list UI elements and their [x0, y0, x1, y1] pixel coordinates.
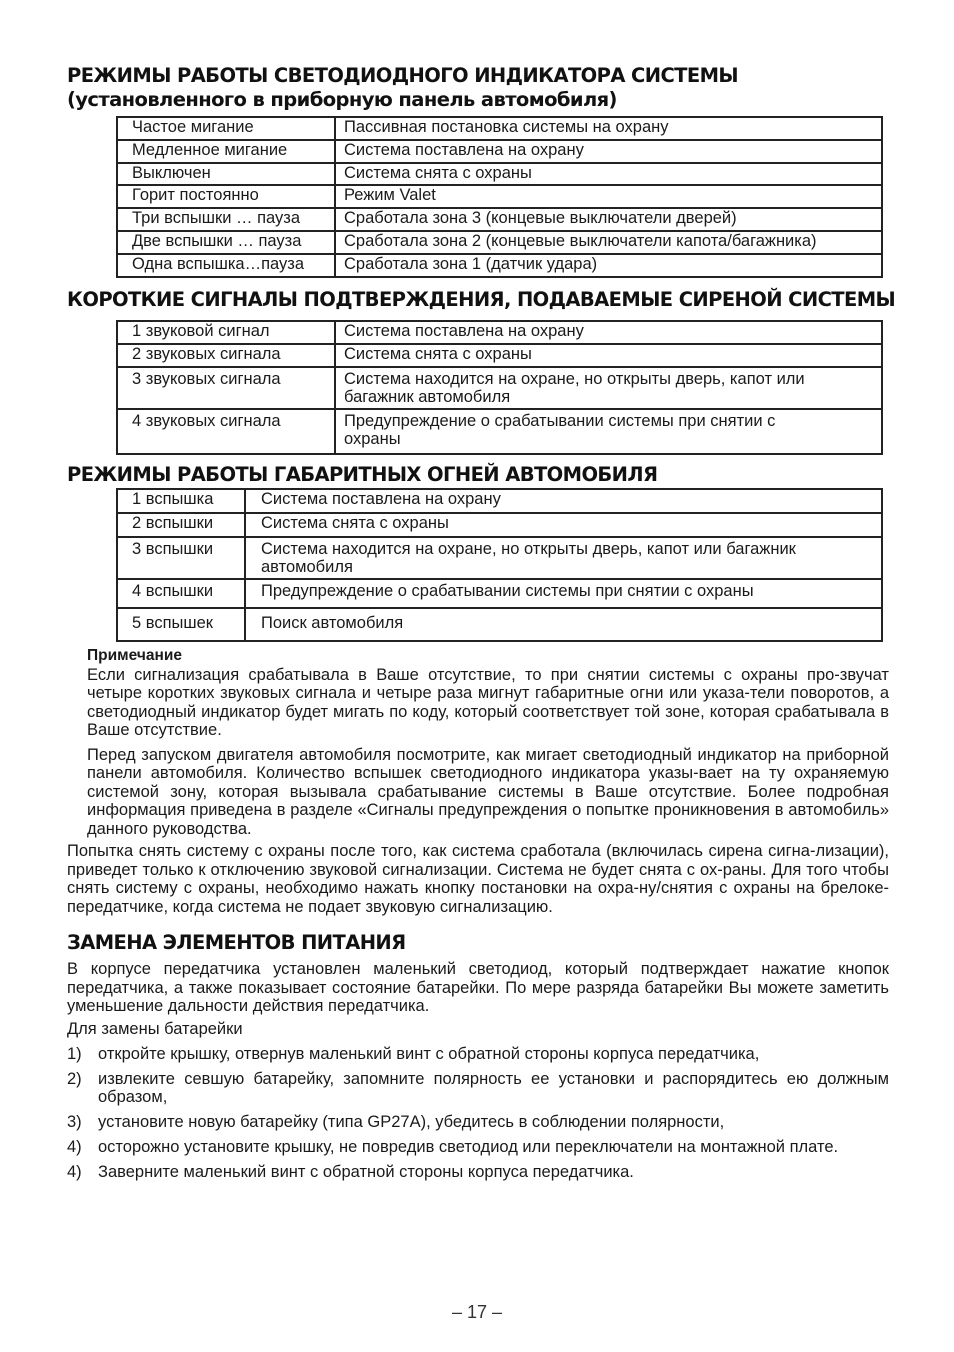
list-item — [67, 1070, 889, 1106]
battery-steps-list — [67, 1045, 889, 1188]
step-text: установите новую батарейку (типа GP27A), убедитесь в соблюдении полярности, — [98, 1113, 725, 1131]
signal-cell: 3 звуковых сигнала — [117, 367, 335, 409]
signal-meaning-cell: Система находится на охране, но открыты дверь, капот или багажник автомобиля — [335, 367, 882, 409]
step-number: 4) — [67, 1138, 82, 1156]
flashes-cell: 5 вспышек — [117, 608, 245, 641]
led-meaning-cell: Сработала зона 3 (концевые выключатели дверей) — [335, 208, 882, 231]
flashes-cell: 2 вспышки — [117, 513, 245, 537]
step-text: осторожно установите крышку, не повредив светодиод или переключатели на монтажной плате. — [98, 1138, 839, 1156]
signal-meaning-cell: Предупреждение о срабатывании системы при снятии с охраны — [335, 409, 882, 454]
led-mode-cell: Одна вспышка…пауза — [117, 254, 335, 277]
siren-signals-heading: КОРОТКИЕ СИГНАЛЫ ПОДТВЕРЖДЕНИЯ, ПОДАВАЕМЫЕ СИРЕНОЙ СИСТЕМЫ — [67, 288, 896, 311]
led-modes-table — [116, 116, 883, 278]
step-number: 2) — [67, 1070, 82, 1088]
siren-signals-table — [116, 320, 883, 455]
signal-cell: 2 звуковых сигнала — [117, 344, 335, 367]
step-text: извлеките севшую батарейку, запомните полярность ее установки и распорядитесь ею должным образом, — [98, 1070, 889, 1106]
battery-intro-paragraph: В корпусе передатчика установлен маленький светодиод, который подтверждает нажатие кнопок передатчика, а также показывает состояние батарейки. По мере разряда батарейки Вы можете заметить уменьшение дальности действия передатчика. — [67, 960, 889, 1015]
led-meaning-cell: Сработала зона 1 (датчик удара) — [335, 254, 882, 277]
signal-cell: 1 звуковой сигнал — [117, 321, 335, 344]
list-item — [67, 1138, 889, 1156]
table-row — [117, 489, 882, 513]
flashes-meaning-cell: Система поставлена на охрану — [245, 489, 882, 513]
led-mode-cell: Горит постоянно — [117, 185, 335, 208]
note-paragraph-1: Если сигнализация срабатывала в Ваше отсутствие, то при снятии системы с охраны про-звучат четыре коротких звуковых сигнала и четыре раза мигнут габаритные огни или указа-тели поворотов, а светодиодный индикатор будет мигать по коду, который соответствует той зоне, которая срабатывала в Ваше отсутствие. — [87, 665, 889, 739]
led-mode-cell: Две вспышки … пауза — [117, 231, 335, 254]
led-mode-cell: Медленное мигание — [117, 140, 335, 163]
table-row — [117, 409, 882, 454]
led-modes-subtitle: (установленного в приборную панель автомобиля) — [67, 88, 617, 111]
table-row — [117, 140, 882, 163]
flashes-cell: 3 вспышки — [117, 537, 245, 579]
led-modes-title: РЕЖИМЫ РАБОТЫ СВЕТОДИОДНОГО ИНДИКАТОРА СИСТЕМЫ — [67, 64, 738, 87]
led-mode-cell: Выключен — [117, 163, 335, 186]
battery-lead-text: Для замены батарейки — [67, 1020, 243, 1038]
table-row — [117, 321, 882, 344]
led-meaning-cell: Пассивная постановка системы на охрану — [335, 117, 882, 140]
note-title: Примечание — [87, 647, 182, 664]
table-row — [117, 608, 882, 641]
list-item — [67, 1163, 889, 1181]
table-row — [117, 185, 882, 208]
table-row — [117, 208, 882, 231]
step-number: 3) — [67, 1113, 82, 1131]
list-item — [67, 1045, 889, 1063]
table-row — [117, 231, 882, 254]
battery-replacement-heading: ЗАМЕНА ЭЛЕМЕНТОВ ПИТАНИЯ — [67, 931, 406, 954]
table-row — [117, 117, 882, 140]
flashes-cell: 1 вспышка — [117, 489, 245, 513]
led-meaning-cell: Режим Valet — [335, 185, 882, 208]
table-row — [117, 163, 882, 186]
step-text: откройте крышку, отвернув маленький винт с обратной стороны корпуса передатчика, — [98, 1045, 760, 1063]
flashes-meaning-cell: Поиск автомобиля — [245, 608, 882, 641]
flashes-meaning-cell: Предупреждение о срабатывании системы при снятии с охраны — [245, 579, 882, 608]
led-meaning-cell: Сработала зона 2 (концевые выключатели капота/багажника) — [335, 231, 882, 254]
signal-cell: 4 звуковых сигнала — [117, 409, 335, 454]
note-paragraph-2: Перед запуском двигателя автомобиля посмотрите, как мигает светодиодный индикатор на приборной панели автомобиля. Количество вспышек светодиодного индикатора указы-вает на ту охраняемую системой зону, которая вызывала срабатывание системы в Ваше отсутствие. Более подробная информация приведена в разделе «Сигналы предупреждения о попытке проникновения в автомобиль» данного руководства. — [87, 745, 889, 838]
table-row — [117, 254, 882, 277]
step-number: 1) — [67, 1045, 82, 1063]
table-row — [117, 367, 882, 409]
table-row — [117, 344, 882, 367]
signal-meaning-cell: Система снята с охраны — [335, 344, 882, 367]
led-meaning-cell: Система поставлена на охрану — [335, 140, 882, 163]
led-meaning-cell: Система снята с охраны — [335, 163, 882, 186]
parking-lights-heading: РЕЖИМЫ РАБОТЫ ГАБАРИТНЫХ ОГНЕЙ АВТОМОБИЛЯ — [67, 463, 658, 486]
step-number: 4) — [67, 1163, 82, 1181]
flashes-meaning-cell: Система снята с охраны — [245, 513, 882, 537]
led-mode-cell: Частое мигание — [117, 117, 335, 140]
table-row — [117, 537, 882, 579]
note-block — [87, 647, 889, 838]
table-row — [117, 513, 882, 537]
flashes-cell: 4 вспышки — [117, 579, 245, 608]
disarm-paragraph: Попытка снять систему с охраны после того, как система сработала (включилась сирена сигна-лизации), приведет только к отключению звуковой сигнализации. Система не будет снята с ох-раны. Для того чтобы снять систему с охраны, необходимо нажать кнопку постановки на охра-ну/снятия с охраны на брелоке-передатчике, когда система не подает звуковую сигнализацию. — [67, 842, 889, 916]
led-modes-heading — [67, 64, 738, 112]
table-row — [117, 579, 882, 608]
signal-meaning-cell: Система поставлена на охрану — [335, 321, 882, 344]
led-mode-cell: Три вспышки … пауза — [117, 208, 335, 231]
flashes-meaning-cell: Система находится на охране, но открыты дверь, капот или багажник автомобиля — [245, 537, 882, 579]
step-text: Заверните маленький винт с обратной стороны корпуса передатчика. — [98, 1163, 634, 1181]
parking-lights-table — [116, 488, 883, 642]
list-item — [67, 1113, 889, 1131]
page-number: – 17 – — [451, 1302, 503, 1322]
